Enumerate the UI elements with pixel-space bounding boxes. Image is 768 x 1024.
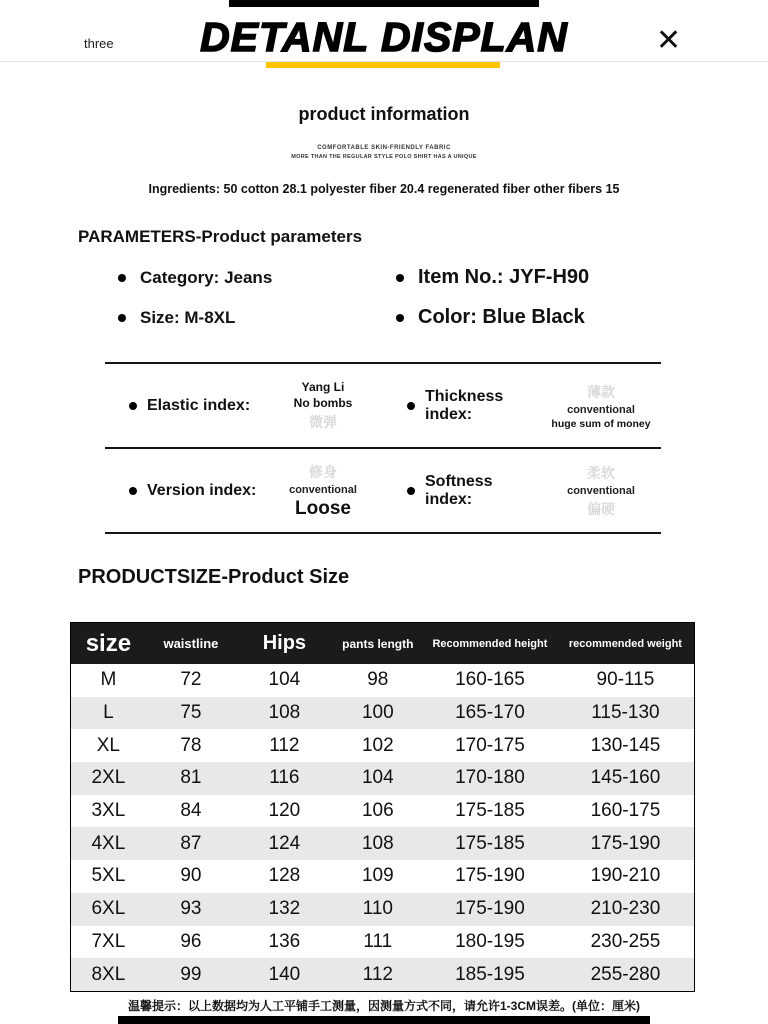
index-value: Yang Li — [301, 379, 345, 394]
index-label-text: Elastic index: — [147, 396, 251, 414]
bottom-divider-bar — [118, 1016, 650, 1024]
table-cell: 110 — [362, 898, 393, 920]
table-cell: 175-190 — [455, 865, 525, 887]
ingredients-text: Ingredients: 50 cotton 28.1 polyester fiber 20.4 regenerated fiber other fibers 15 — [148, 182, 620, 196]
tagline-line1: COMFORTABLE SKIN-FRIENDLY FABRIC — [317, 145, 451, 151]
table-cell: 100 — [361, 702, 394, 724]
size-table-body — [71, 664, 694, 991]
column-header: Hips — [262, 632, 307, 654]
table-cell: 128 — [268, 865, 301, 887]
table-cell: 81 — [180, 767, 202, 789]
table-row — [71, 860, 694, 893]
table-row — [71, 762, 694, 795]
param-category — [118, 266, 396, 289]
bullet-icon — [396, 274, 404, 282]
close-icon[interactable]: ✕ — [656, 24, 682, 57]
param-size — [118, 306, 396, 329]
table-cell: 4XL — [91, 832, 126, 854]
index-label — [383, 473, 541, 509]
tagline-line2: MORE THAN THE REGULAR STYLE POLO SHIRT HAS A UNIQUE — [291, 154, 477, 160]
measurement-disclaimer: 温馨提示：以上数据均为人工平铺手工测量，因测量方式不同，请允许1-3CM误差。(单位：厘米) — [127, 999, 640, 1013]
table-row — [71, 827, 694, 860]
param-text: Item No.: JYF-H90 — [418, 266, 590, 288]
table-row — [71, 926, 694, 959]
table-cell: 99 — [180, 963, 202, 985]
index-value: Loose — [295, 497, 351, 519]
table-cell: 175-185 — [455, 800, 525, 822]
title-accent-underline — [266, 62, 500, 68]
param-text: Category: Jeans — [140, 267, 273, 287]
index-value: huge sum of money — [551, 417, 651, 430]
table-cell: 185-195 — [455, 963, 525, 985]
product-size-heading: PRODUCTSIZE-Product Size — [78, 566, 350, 588]
size-table-header — [71, 623, 694, 664]
table-cell: 210-230 — [590, 898, 661, 920]
parameters-list — [118, 266, 666, 329]
page-tab-label: three — [84, 36, 114, 51]
index-values — [541, 463, 661, 519]
table-cell: 112 — [362, 963, 393, 985]
index-value: conventional — [567, 484, 635, 497]
table-cell: 145-160 — [590, 767, 661, 789]
table-cell: 96 — [180, 930, 202, 952]
index-value-faint: 微弹 — [309, 413, 337, 430]
bullet-icon — [118, 314, 126, 322]
table-cell: 190-210 — [590, 865, 661, 887]
table-cell: 108 — [361, 832, 394, 854]
table-row — [71, 664, 694, 697]
table-cell: 87 — [180, 832, 202, 854]
table-cell: 175-190 — [455, 898, 525, 920]
table-cell: 111 — [363, 930, 393, 952]
bullet-icon — [129, 487, 137, 495]
column-header: Recommended height — [432, 637, 548, 650]
table-cell: 5XL — [91, 865, 126, 887]
param-color — [396, 306, 666, 329]
table-cell: 175-190 — [590, 832, 661, 854]
index-values — [263, 462, 383, 520]
table-cell: 3XL — [91, 800, 126, 822]
size-table — [70, 622, 695, 992]
table-row — [71, 697, 694, 730]
table-cell: 115-130 — [591, 702, 660, 724]
thickness-index-cell — [383, 362, 661, 447]
table-cell: 93 — [180, 898, 202, 920]
table-cell: XL — [96, 734, 120, 756]
bullet-icon — [407, 487, 415, 495]
top-divider-bar — [229, 0, 539, 7]
table-cell: 120 — [268, 800, 301, 822]
index-value: conventional — [289, 483, 357, 496]
table-cell: 130-145 — [590, 734, 661, 756]
table-cell: 104 — [361, 767, 394, 789]
bullet-icon — [118, 274, 126, 282]
table-cell: 230-255 — [590, 930, 661, 952]
column-header: waistline — [163, 636, 219, 651]
index-label — [105, 482, 263, 500]
table-cell: 160-165 — [455, 669, 525, 691]
table-cell: 165-170 — [455, 702, 525, 724]
index-value-faint: 偏硬 — [587, 500, 615, 517]
elastic-index-cell — [105, 362, 383, 447]
table-cell: 8XL — [91, 963, 126, 985]
column-header: size — [85, 629, 132, 657]
table-cell: 124 — [268, 832, 301, 854]
table-cell: 170-180 — [455, 767, 525, 789]
table-cell: 136 — [268, 930, 301, 952]
table-cell: 132 — [268, 898, 301, 920]
table-cell: 255-280 — [590, 963, 661, 985]
index-label-text: Version index: — [147, 481, 257, 499]
param-text: Color: Blue Black — [418, 306, 585, 328]
index-label — [383, 388, 541, 424]
table-cell: 104 — [268, 669, 301, 691]
index-value-faint: 修身 — [309, 463, 337, 480]
product-info-heading: product information — [298, 104, 470, 124]
table-cell: 6XL — [91, 898, 126, 920]
table-cell: 98 — [367, 669, 389, 691]
index-value: No bombs — [293, 395, 353, 410]
table-cell: M — [100, 669, 117, 691]
fabric-index-table — [105, 362, 661, 534]
table-cell: 90 — [180, 865, 202, 887]
table-cell: 116 — [269, 767, 300, 789]
table-cell: 72 — [180, 669, 202, 691]
index-value: conventional — [567, 403, 635, 416]
table-cell: 90-115 — [596, 669, 655, 691]
table-cell: 102 — [361, 734, 394, 756]
table-cell: 2XL — [91, 767, 126, 789]
table-cell: 170-175 — [455, 734, 525, 756]
param-item-no — [396, 266, 666, 289]
softness-index-cell — [383, 447, 661, 532]
bullet-icon — [396, 314, 404, 322]
bullet-icon — [407, 402, 415, 410]
index-label-text: Softness index: — [425, 472, 493, 508]
index-value-faint: 柔软 — [587, 464, 615, 481]
index-values — [541, 382, 661, 430]
table-cell: 140 — [268, 963, 301, 985]
column-header: recommended weight — [568, 637, 682, 650]
page-title: DETANL DISPLAN — [200, 14, 568, 60]
index-value-faint: 薄款 — [587, 383, 615, 400]
parameters-heading: PARAMETERS-Product parameters — [78, 227, 363, 246]
column-header: pants length — [342, 636, 414, 651]
table-cell: 112 — [269, 734, 300, 756]
table-row — [71, 958, 694, 991]
table-cell: 106 — [361, 800, 394, 822]
bullet-icon — [129, 402, 137, 410]
table-cell: L — [103, 702, 114, 724]
param-text: Size: M-8XL — [140, 307, 236, 327]
table-cell: 108 — [268, 702, 301, 724]
table-cell: 78 — [180, 734, 202, 756]
index-values — [263, 380, 383, 432]
index-label — [105, 397, 263, 415]
table-cell: 109 — [361, 865, 394, 887]
table-row — [71, 893, 694, 926]
table-cell: 7XL — [91, 930, 126, 952]
table-cell: 75 — [180, 702, 202, 724]
table-cell: 175-185 — [455, 832, 525, 854]
index-label-text: Thickness index: — [425, 387, 504, 423]
table-row — [71, 729, 694, 762]
table-cell: 160-175 — [590, 800, 661, 822]
table-cell: 84 — [180, 800, 202, 822]
table-row — [71, 795, 694, 828]
version-index-cell — [105, 447, 383, 532]
table-cell: 180-195 — [455, 930, 525, 952]
